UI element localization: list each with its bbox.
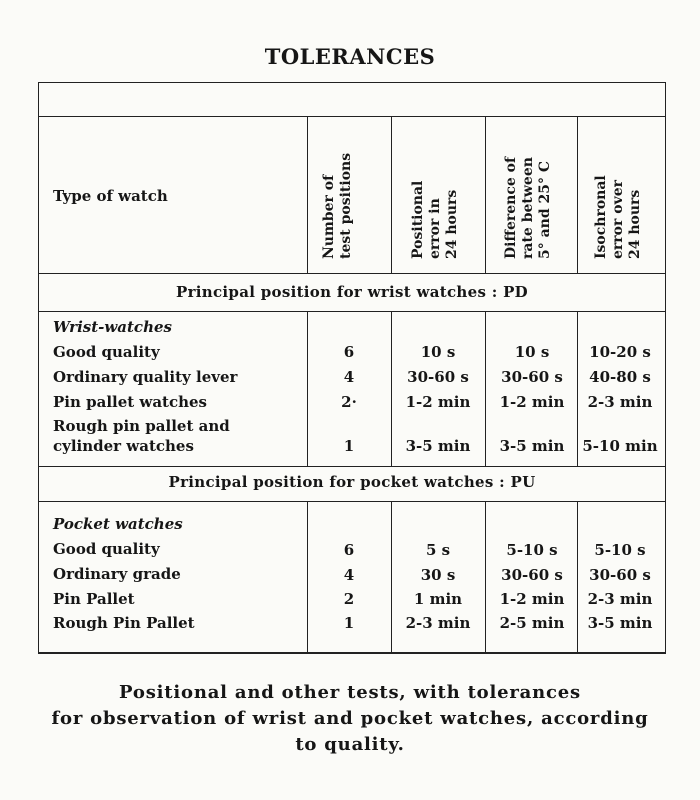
page-title: TOLERANCES bbox=[264, 44, 436, 69]
column-divider bbox=[391, 116, 392, 273]
table-cell: 10 s bbox=[514, 343, 550, 361]
pocket-principal-position: Principal position for pocket watches : PU bbox=[168, 473, 536, 491]
row-rule bbox=[39, 311, 665, 312]
row-rule bbox=[39, 273, 665, 274]
table-cell: 10-20 s bbox=[589, 343, 651, 361]
header-type-of-watch: Type of watch bbox=[53, 187, 168, 205]
table-cell: 2 bbox=[343, 590, 355, 608]
table-cell: 5 s bbox=[425, 541, 451, 559]
table-cell: 30 s bbox=[420, 566, 456, 584]
table-row-label: Ordinary quality lever bbox=[53, 368, 238, 386]
header-positional-error bbox=[410, 129, 470, 259]
row-rule bbox=[39, 501, 665, 502]
table-top-rule bbox=[39, 116, 665, 117]
table-cell: 2-3 min bbox=[587, 590, 653, 608]
table-cell: 1-2 min bbox=[405, 393, 471, 411]
table-cell: 1 bbox=[343, 437, 355, 455]
header-line: 24 hours bbox=[444, 189, 460, 259]
table-cell: 1 min bbox=[413, 590, 463, 608]
table-cell: 10 s bbox=[420, 343, 456, 361]
header-line: test positions bbox=[338, 152, 354, 259]
header-line: error in bbox=[427, 198, 443, 259]
table-cell: 1-2 min bbox=[499, 393, 565, 411]
header-line: 24 hours bbox=[627, 189, 643, 259]
table-cell: 1 bbox=[343, 614, 355, 632]
table-cell: 5-10 min bbox=[582, 437, 658, 455]
table-cell: 6 bbox=[343, 541, 355, 559]
table-cell: 2-3 min bbox=[405, 614, 471, 632]
header-line: rate between bbox=[520, 157, 536, 259]
table-cell: 4 bbox=[343, 566, 355, 584]
table-row-label: cylinder watches bbox=[53, 437, 194, 455]
table-cell: 3-5 min bbox=[587, 614, 653, 632]
pocket-watches-heading: Pocket watches bbox=[53, 515, 183, 533]
table-row-label: Good quality bbox=[53, 540, 160, 558]
column-divider bbox=[307, 116, 308, 273]
tolerances-table bbox=[38, 82, 666, 654]
header-line: 5° and 25° C bbox=[537, 160, 553, 259]
caption-line: Positional and other tests, with tolerances bbox=[119, 682, 581, 703]
table-cell: 3-5 min bbox=[499, 437, 565, 455]
table-row-label: Pin Pallet bbox=[53, 590, 135, 608]
header-line: Number of bbox=[321, 174, 337, 259]
table-cell: 2-3 min bbox=[587, 393, 653, 411]
table-cell: 30-60 s bbox=[407, 368, 469, 386]
header-line: Positional bbox=[410, 180, 426, 259]
caption-line: for observation of wrist and pocket watches, according bbox=[51, 708, 649, 729]
table-cell: 30-60 s bbox=[589, 566, 651, 584]
figure-caption bbox=[0, 680, 700, 758]
table-row-label: Rough Pin Pallet bbox=[53, 614, 195, 632]
header-isochronal-error bbox=[593, 129, 653, 259]
table-cell: 2-5 min bbox=[499, 614, 565, 632]
table-cell: 6 bbox=[343, 343, 355, 361]
wrist-watches-heading: Wrist-watches bbox=[53, 318, 172, 336]
table-row-label: Good quality bbox=[53, 343, 160, 361]
table-row-label: Rough pin pallet and bbox=[53, 417, 230, 435]
row-rule bbox=[39, 466, 665, 467]
table-cell: 30-60 s bbox=[501, 566, 563, 584]
table-cell: 2· bbox=[341, 393, 357, 411]
table-row-label: Ordinary grade bbox=[53, 565, 181, 583]
header-line: Difference of bbox=[503, 157, 519, 259]
header-number-of-positions bbox=[321, 129, 381, 259]
table-cell: 5-10 s bbox=[594, 541, 646, 559]
column-divider bbox=[577, 116, 578, 273]
header-line: Isochronal bbox=[593, 175, 609, 259]
header-difference-of-rate bbox=[503, 129, 563, 259]
table-cell: 1-2 min bbox=[499, 590, 565, 608]
column-divider bbox=[485, 116, 486, 273]
table-cell: 5-10 s bbox=[506, 541, 558, 559]
wrist-principal-position: Principal position for wrist watches : PD bbox=[176, 283, 528, 301]
table-cell: 4 bbox=[343, 368, 355, 386]
table-cell: 30-60 s bbox=[501, 368, 563, 386]
table-cell: 3-5 min bbox=[405, 437, 471, 455]
table-cell: 40-80 s bbox=[589, 368, 651, 386]
table-row-label: Pin pallet watches bbox=[53, 393, 207, 411]
header-line: error over bbox=[610, 179, 626, 259]
caption-line: to quality. bbox=[295, 734, 405, 755]
